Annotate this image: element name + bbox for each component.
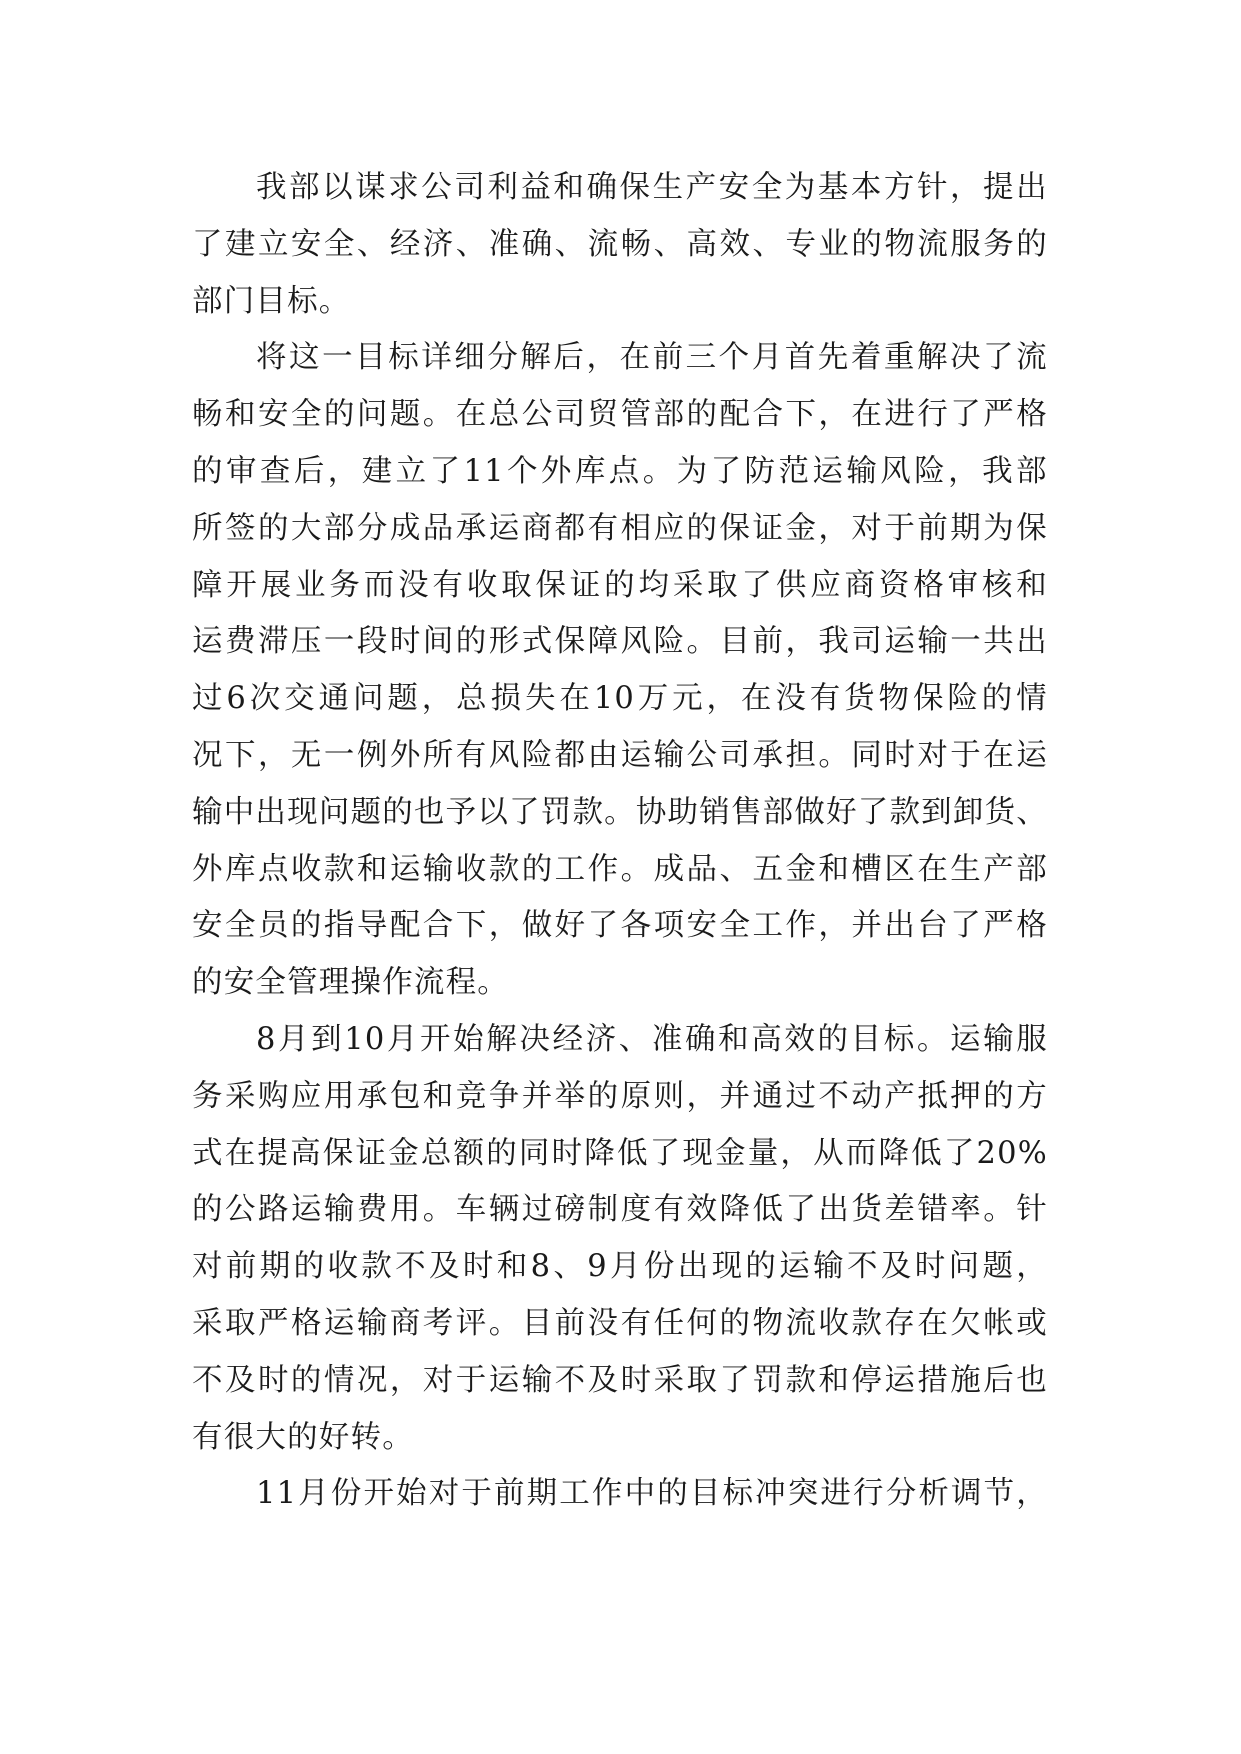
paragraph-3 bbox=[192, 1012, 1048, 1466]
document-body bbox=[192, 160, 1048, 1523]
text-line: 况 下 ， 无 一 例 外 所 有 风 险 都 由 运 输 公 司 承 担 。 同 时 对 于 在 运 bbox=[192, 737, 1048, 773]
text-line: 障 开 展 业 务 而 没 有 收 取 保 证 的 均 采 取 了 供 应 商 资 格 审 核 和 bbox=[192, 567, 1048, 603]
text-line: 外 库 点 收 款 和 运 输 收 款 的 工 作 。 成 品 、 五 金 和 槽 区 在 生 产 部 bbox=[192, 851, 1048, 887]
text-line: 部门目标。 bbox=[192, 283, 351, 319]
paragraph-4 bbox=[192, 1466, 1048, 1523]
text-line: 的 审 查 后 ， 建 立 了 11 个 外 库 点 。 为 了 防 范 运 输 风 险 ， 我 部 bbox=[192, 453, 1048, 489]
paragraph-2 bbox=[192, 330, 1048, 1012]
paragraph-1 bbox=[192, 160, 1048, 330]
text-line: 的 公 路 运 输 费 用 。 车 辆 过 磅 制 度 有 效 降 低 了 出 货 差 错 率 。 针 bbox=[192, 1192, 1048, 1228]
text-line: 所 签 的 大 部 分 成 品 承 运 商 都 有 相 应 的 保 证 金 ， 对 于 前 期 为 保 bbox=[192, 510, 1048, 546]
text-line: 安 全 员 的 指 导 配 合 下 ， 做 好 了 各 项 安 全 工 作 ， 并 出 台 了 严 格 bbox=[192, 908, 1048, 944]
text-line: 输 中 出 现 问 题 的 也 予 以 了 罚 款 。 协 助 销 售 部 做 好 了 款 到 卸 货 、 bbox=[192, 794, 1048, 830]
text-line: 将 这 一 目 标 详 细 分 解 后 ， 在 前 三 个 月 首 先 着 重 解 决 了 流 bbox=[256, 340, 1048, 376]
text-line: 畅 和 安 全 的 问 题 。 在 总 公 司 贸 管 部 的 配 合 下 ， 在 进 行 了 严 格 bbox=[192, 397, 1048, 433]
text-line: 采 取 严 格 运 输 商 考 评 。 目 前 没 有 任 何 的 物 流 收 款 存 在 欠 帐 或 bbox=[192, 1305, 1048, 1341]
text-line: 的安全管理操作流程。 bbox=[192, 965, 509, 1001]
text-line: 不 及 时 的 情 况 ， 对 于 运 输 不 及 时 采 取 了 罚 款 和 停 运 措 施 后 也 bbox=[192, 1362, 1048, 1398]
text-line: 务 采 购 应 用 承 包 和 竞 争 并 举 的 原 则 ， 并 通 过 不 动 产 抵 押 的 方 bbox=[192, 1078, 1048, 1114]
text-line: 式 在 提 高 保 证 金 总 额 的 同 时 降 低 了 现 金 量 ， 从 而 降 低 了 20% bbox=[192, 1135, 1048, 1171]
text-line: 了 建 立 安 全 、 经 济 、 准 确 、 流 畅 、 高 效 、 专 业 的 物 流 服 务 的 bbox=[192, 226, 1048, 262]
text-line: 过 6 次 交 通 问 题 ， 总 损 失 在 10 万 元 ， 在 没 有 货 物 保 险 的 情 bbox=[192, 681, 1048, 717]
text-line: 对 前 期 的 收 款 不 及 时 和 8 、 9 月 份 出 现 的 运 输 不 及 时 问 题 ， bbox=[192, 1249, 1048, 1285]
text-line: 11 月 份 开 始 对 于 前 期 工 作 中 的 目 标 冲 突 进 行 分 析 调 节 ， bbox=[256, 1476, 1048, 1512]
text-line: 有很大的好转。 bbox=[192, 1419, 414, 1455]
text-line: 运 费 滞 压 一 段 时 间 的 形 式 保 障 风 险 。 目 前 ， 我 司 运 输 一 共 出 bbox=[192, 624, 1048, 660]
text-line: 8 月 到 10 月 开 始 解 决 经 济 、 准 确 和 高 效 的 目 标 。 运 输 服 bbox=[256, 1021, 1048, 1057]
text-line: 我 部 以 谋 求 公 司 利 益 和 确 保 生 产 安 全 为 基 本 方 针 ， 提 出 bbox=[256, 170, 1048, 205]
